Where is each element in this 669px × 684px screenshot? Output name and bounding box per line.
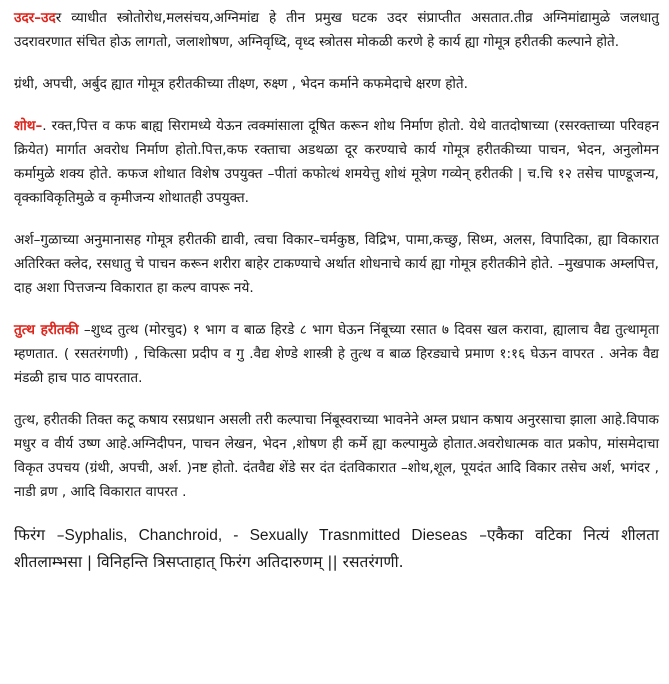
heading-udar: उदर–उद <box>14 10 56 26</box>
paragraph-udar-text: र व्याधीत स्त्रोतोरोध,मलसंचय,अग्निमांद्य हे तीन प्रमुख घटक उदर संप्राप्तीत असतात.तीव्र अग्निमांद्यामुळे जलधातु उदरावरणात संचित होऊ लागतो, जलाशोषण, अग्निवृध्दि, वृध्द स्त्रोतस मोकळी करणे हे कार्य ह्या गोमूत्र हरीतकी कल्पाने होते. <box>14 10 659 50</box>
paragraph-phiranga <box>14 522 659 575</box>
phiranga-prefix: फिरंग – <box>14 526 65 544</box>
phiranga-latin-terms: Syphalis, Chanchroid, - Sexually Trasnmitted Dieseas <box>64 527 468 544</box>
paragraph-tuttha-properties-text: तुत्थ, हरीतकी तिक्त कटू कषाय रसप्रधान असली तरी कल्पाचा निंबूस्वराच्या भावनेने अम्ल प्रधान कषाय अनुरसाचा झाला आहे.विपाक मधुर व वीर्य उष्ण आहे.अग्निदीपन, पाचन लेखन, भेदन ,शोषण ही कर्मे ह्या कल्पामुळे होतात.अवरोधात्मक वात प्रकोप, मांसमेदाचा विकृत उपचय (ग्रंथी, अपची, अर्श. )नष्ट होतो. दंतवैद्य शेंडे सर दंत दंतविकारात –शोथ,शूल, पूयदंत आदि विकार तसेच अर्श, भगंदर , नाडी व्रण , आदि विकारात वापरत . <box>14 412 659 500</box>
paragraph-arsha-text: अर्श–गुळाच्या अनुमानासह गोमूत्र हरीतकी द्यावी, त्वचा विकार–चर्मकुष्ठ, विद्रिभ, पामा,कच्छु, सिध्म, अलस, विपादिका, ह्या विकारात अतिरिक्त क्लेद, रसधातु चे पाचन करून शरीरा बाहेर टाकण्याचे अर्थात शोधनाचे कार्य ह्या गोमूत्र हरीतकीने होते. –मुखपाक अम्लपित्त, दाह अशा पित्तजन्य विकारात हा कल्प वापरू नये. <box>14 232 659 296</box>
heading-tuttha-haritaki: तुत्थ हरीतकी <box>14 322 79 338</box>
paragraph-tuttha-text: –शुध्द तुत्थ (मोरचुद) १ भाग व बाळ हिरडे ८ भाग घेऊन निंबूच्या रसात ७ दिवस खल करावा, ह्यालाच वैद्य तुत्थामृता म्हणतात. ( रसतरंगणी) , चिकित्सा प्रदीप व गु .वैद्य शेण्डे शास्त्री हे तुत्थ व बाळ हिरड्याचे प्रमाण १:१६ घेऊन वापरत . अनेक वैद्य मंडळी हाच पाठ वापरतात. <box>14 322 659 386</box>
heading-shoth: शोथ– <box>14 118 43 134</box>
paragraph-arsha <box>14 228 659 300</box>
paragraph-granthi-text: ग्रंथी, अपची, अर्बुद ह्यात गोमूत्र हरीतकीच्या तीक्ष्ण, रुक्ष्ण , भेदन कर्माने कफमेदाचे क्षरण होते. <box>14 76 468 92</box>
paragraph-tuttha <box>14 318 659 390</box>
paragraph-tuttha-properties <box>14 408 659 504</box>
paragraph-granthi <box>14 72 659 96</box>
paragraph-shoth-text: . रक्त,पित्त व कफ बाह्य सिरामध्ये येऊन त्वक्मांसाला दूषित करून शोथ निर्माण होतो. येथे वातदोषाच्या (रसरक्ताच्या परिवहन क्रियेत) मार्गात अवरोध निर्माण होतो.पित्त,कफ रक्ताचा अडथळा दूर करण्याचे कार्य गोमूत्र हरीतकीच्या पाचन, भेदन, अनुलोमन कर्मामुळे शक्य होते. कफज शोथात विशेष उपयुक्त –पीतां कफोत्थं शमयेत्तु शोथं मूत्रेण गव्येन् हरीतकी | च.चि १२ तसेच पाण्डूजन्य, वृक्काविकृतिमुळे व कृमीजन्य शोथातही उपयुक्त. <box>14 118 659 206</box>
paragraph-shoth <box>14 114 659 210</box>
phiranga-text: –एकैका वटिका नित्यं शीलता शीतलाम्भसा | विनिहन्ति त्रिसप्ताहात् फिरंग अतिदारुणम् || रसतरंगणी. <box>14 526 659 571</box>
paragraph-udar <box>14 6 659 54</box>
